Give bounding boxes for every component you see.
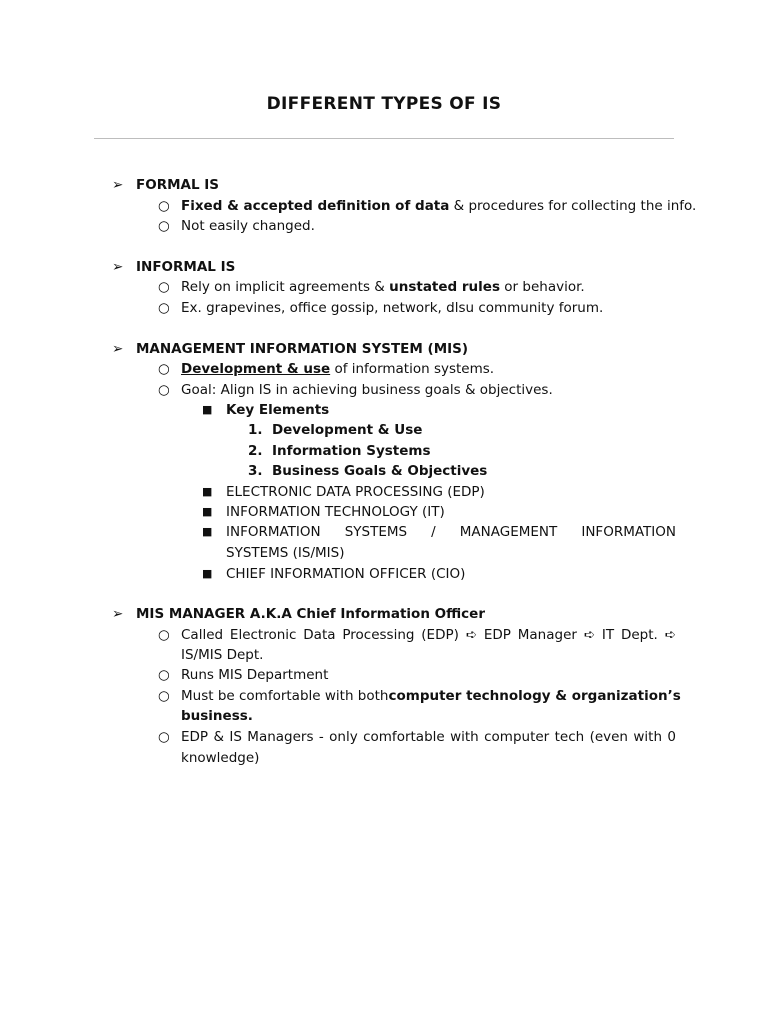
title-divider xyxy=(94,138,674,139)
square-bullet-icon: ■ xyxy=(202,485,213,498)
document-title: DIFFERENT TYPES OF IS xyxy=(266,94,502,114)
square-bullet-icon: ■ xyxy=(202,567,213,580)
list-item: Fixed & accepted definition of data & procedures for collecting the info. xyxy=(181,198,697,214)
list-item-continued: IS/MIS Dept. xyxy=(181,647,264,663)
list-item: Goal: Align IS in achieving business goals & objectives. xyxy=(181,382,553,398)
arrow-bullet-icon: ➢ xyxy=(112,259,124,275)
arrow-bullet-icon: ➢ xyxy=(112,177,124,193)
circle-bullet-icon: ○ xyxy=(158,198,170,214)
arrow-bullet-icon: ➢ xyxy=(112,606,124,622)
list-item: Must be comfortable with both computer technology & organization’s xyxy=(181,688,681,704)
list-item-continued: business. xyxy=(181,708,253,724)
section-heading-formal: FORMAL IS xyxy=(136,177,220,193)
square-bullet-icon: ■ xyxy=(202,505,213,518)
list-item-it: INFORMATION TECHNOLOGY (IT) xyxy=(226,504,445,520)
numbered-item-3: 3. Business Goals & Objectives xyxy=(248,463,488,479)
list-item: Ex. grapevines, office gossip, network, dlsu community forum. xyxy=(181,300,604,316)
circle-bullet-icon: ○ xyxy=(158,729,170,745)
key-elements-label: Key Elements xyxy=(226,402,330,418)
list-item-cio: CHIEF INFORMATION OFFICER (CIO) xyxy=(226,566,466,582)
circle-bullet-icon: ○ xyxy=(158,300,170,316)
section-heading-informal: INFORMAL IS xyxy=(136,259,236,275)
section-heading-mis-manager: MIS MANAGER A.K.A Chief Information Officer xyxy=(136,606,485,622)
numbered-item-2: 2. Information Systems xyxy=(248,443,431,459)
list-item: Development & use of information systems. xyxy=(181,361,495,377)
list-item-continued: knowledge) xyxy=(181,750,260,766)
square-bullet-icon: ■ xyxy=(202,525,213,538)
circle-bullet-icon: ○ xyxy=(158,218,170,234)
list-item: Rely on implicit agreements & unstated rules or behavior. xyxy=(181,279,585,295)
section-heading-mis: MANAGEMENT INFORMATION SYSTEM (MIS) xyxy=(136,341,469,357)
circle-bullet-icon: ○ xyxy=(158,382,170,398)
circle-bullet-icon: ○ xyxy=(158,627,170,643)
list-item: Not easily changed. xyxy=(181,218,315,234)
list-item-edp: ELECTRONIC DATA PROCESSING (EDP) xyxy=(226,484,485,500)
list-item: Runs MIS Department xyxy=(181,667,329,683)
numbered-item-1: 1. Development & Use xyxy=(248,422,423,438)
circle-bullet-icon: ○ xyxy=(158,688,170,704)
circle-bullet-icon: ○ xyxy=(158,361,170,377)
circle-bullet-icon: ○ xyxy=(158,279,170,295)
circle-bullet-icon: ○ xyxy=(158,667,170,683)
list-item: EDP & IS Managers - only comfortable with computer tech (even with 0 xyxy=(181,729,676,745)
arrow-bullet-icon: ➢ xyxy=(112,341,124,357)
list-item: Called Electronic Data Processing (EDP) ➪ EDP Manager ➪ IT Dept. ➪ xyxy=(181,627,676,643)
list-item-ismis-continued: SYSTEMS (IS/MIS) xyxy=(226,545,345,561)
square-bullet-icon: ■ xyxy=(202,403,213,416)
list-item-ismis: INFORMATION SYSTEMS / MANAGEMENT INFORMATION xyxy=(226,524,676,540)
